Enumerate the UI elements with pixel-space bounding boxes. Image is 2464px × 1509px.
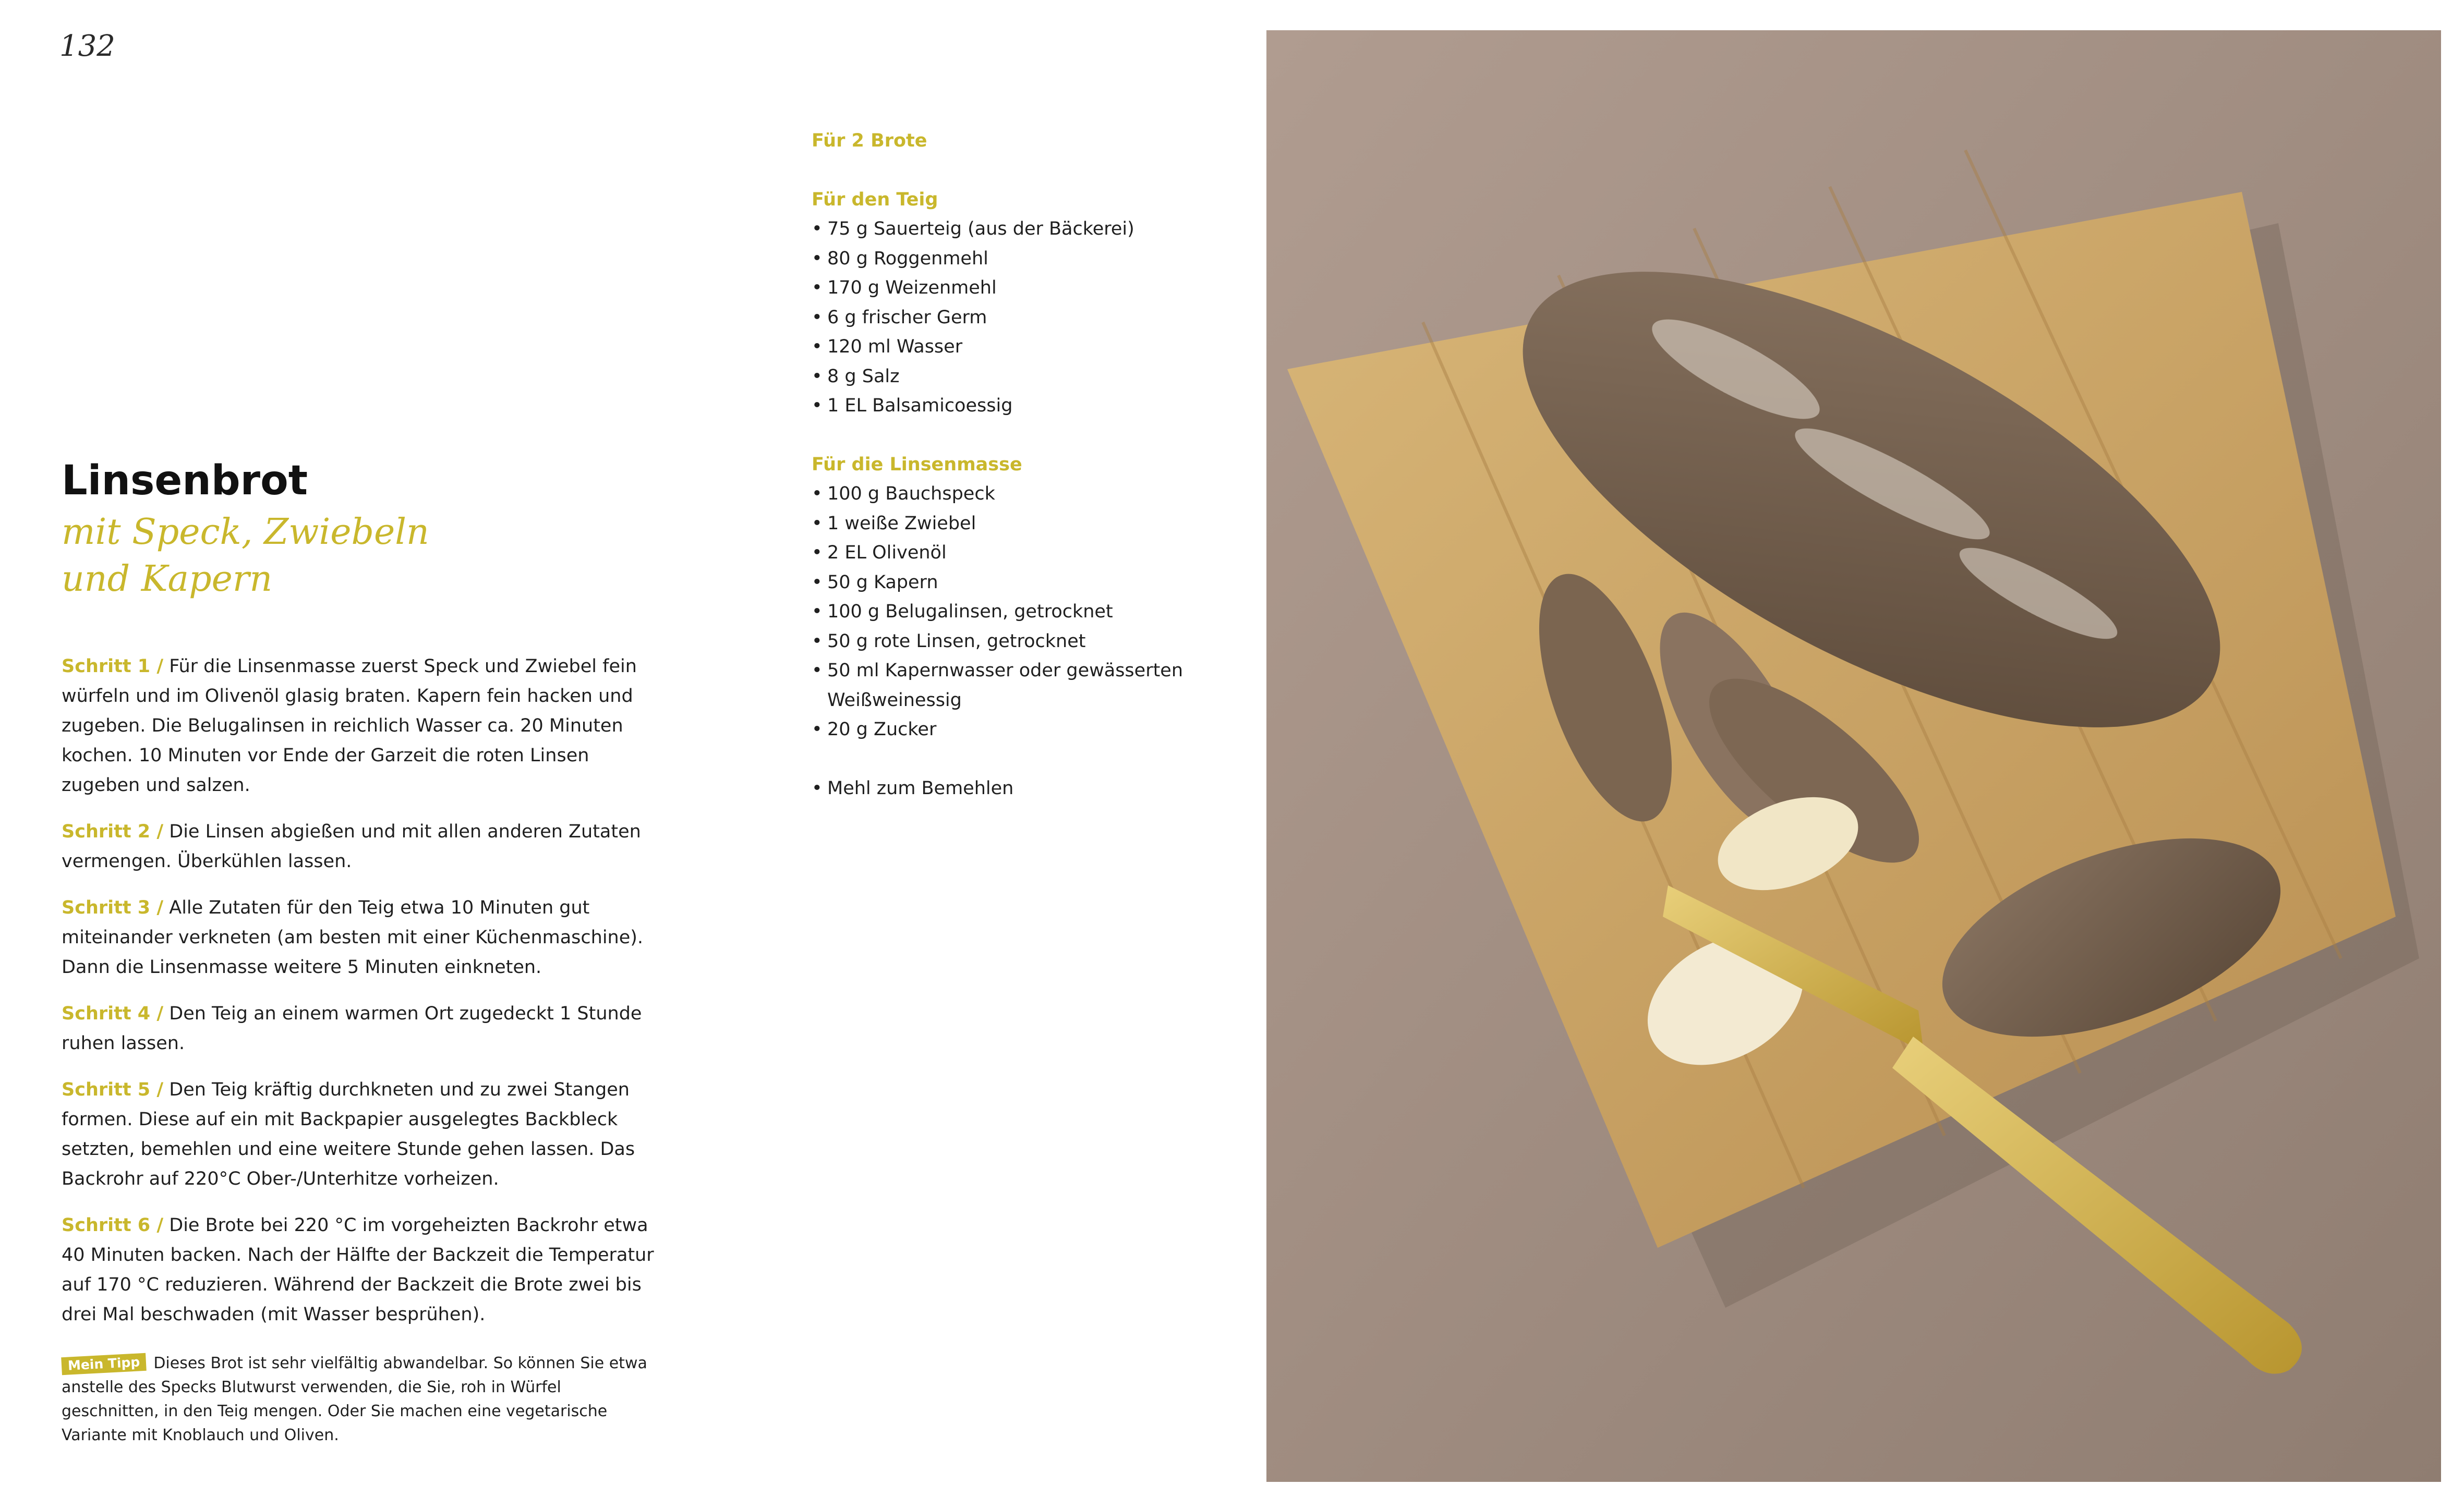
subtitle-line-1: mit Speck, Zwiebeln [62, 511, 429, 553]
ingredient-list-dough [812, 214, 1281, 421]
ingredient-item: • 50 ml Kapernwasser oder gewässerten Weißweinessig [812, 656, 1281, 715]
tip-badge: Mein Tipp [61, 1353, 147, 1375]
step-2 [62, 817, 672, 877]
step-label: Schritt 5 / [62, 1079, 164, 1100]
ingredient-item: • 1 EL Balsamicoessig [812, 391, 1281, 421]
ingredient-item: • 50 g Kapern [812, 568, 1281, 598]
ingredient-item: • 100 g Bauchspeck [812, 479, 1281, 509]
step-text: Alle Zutaten für den Teig etwa 10 Minuten gut miteinander verkneten (am besten mit einer Küchenmaschine). Dann die Linsenmasse weitere 5 Minuten einkneten. [62, 897, 644, 978]
step-label: Schritt 2 / [62, 821, 164, 842]
ingredient-item: • 120 ml Wasser [812, 332, 1281, 362]
subtitle-line-2: und Kapern [62, 558, 273, 600]
ingredient-item: • 20 g Zucker [812, 715, 1281, 745]
preparation-steps [62, 652, 672, 1346]
ingredient-list-lentil-mix [812, 479, 1281, 745]
ingredient-item: • Mehl zum Bemehlen [812, 774, 1281, 804]
tip-text: Dieses Brot ist sehr vielfältig abwandelbar. So können Sie etwa anstelle des Specks Blutwurst verwenden, die Sie, roh in Würfel geschnitten, in den Teig mengen. Oder Sie machen eine vegetarische Variante mit Knoblauch und Oliven. [62, 1354, 647, 1444]
step-text: Den Teig kräftig durchkneten und zu zwei Stangen formen. Diese auf ein mit Backpapier ausgelegtes Backbleck setzten, bemehlen und eine weitere Stunde gehen lassen. Das Backrohr auf 220°C Ober-/Unterhitze vorheizen. [62, 1079, 635, 1189]
bread-photo [1266, 30, 2441, 1482]
ingredient-item: • 2 EL Olivenöl [812, 538, 1281, 568]
page-number: 132 [59, 29, 115, 63]
recipe-subtitle [62, 509, 661, 603]
recipe-title: Linsenbrot [62, 457, 308, 504]
ingredient-item: • 50 g rote Linsen, getrocknet [812, 627, 1281, 656]
ingredient-item: • 80 g Roggenmehl [812, 244, 1281, 274]
ingredient-item: • 1 weiße Zwiebel [812, 509, 1281, 539]
step-5 [62, 1075, 672, 1194]
ingredients-column [812, 126, 1281, 832]
step-text: Für die Linsenmasse zuerst Speck und Zwiebel fein würfeln und im Olivenöl glasig braten. Kapern fein hacken und zugeben. Die Belugalinsen in reichlich Wasser ca. 20 Minuten kochen. 10 Minuten vor Ende der Garzeit die roten Linsen zugeben und salzen. [62, 656, 637, 796]
step-text: Die Linsen abgießen und mit allen anderen Zutaten vermengen. Überkühlen lassen. [62, 821, 641, 872]
tip-box [62, 1352, 661, 1447]
step-1 [62, 652, 672, 800]
step-text: Den Teig an einem warmen Ort zugedeckt 1 Stunde ruhen lassen. [62, 1003, 642, 1054]
step-4 [62, 999, 672, 1058]
ingredient-item: • 75 g Sauerteig (aus der Bäckerei) [812, 214, 1281, 244]
ingredient-group-heading: Für den Teig [812, 189, 938, 210]
ingredient-item: • 100 g Belugalinsen, getrocknet [812, 597, 1281, 627]
ingredient-group-heading: Für die Linsenmasse [812, 454, 1022, 475]
ingredient-item: • 8 g Salz [812, 362, 1281, 392]
recipe-title-block [62, 459, 661, 602]
yield-label: Für 2 Brote [812, 130, 927, 151]
step-label: Schritt 1 / [62, 656, 164, 677]
step-text: Die Brote bei 220 °C im vorgeheizten Backrohr etwa 40 Minuten backen. Nach der Hälfte der Backzeit die Temperatur auf 170 °C reduzieren. Während der Backzeit die Brote zwei bis drei Mal beschwaden (mit Wasser besprühen). [62, 1215, 654, 1325]
step-label: Schritt 3 / [62, 897, 164, 918]
step-label: Schritt 4 / [62, 1003, 164, 1024]
ingredient-list-extra [812, 774, 1281, 804]
step-6 [62, 1211, 672, 1330]
ingredient-item: • 170 g Weizenmehl [812, 273, 1281, 303]
step-label: Schritt 6 / [62, 1215, 164, 1236]
step-3 [62, 893, 672, 982]
ingredient-item: • 6 g frischer Germ [812, 303, 1281, 333]
bread-photo-illustration [1266, 30, 2441, 1482]
